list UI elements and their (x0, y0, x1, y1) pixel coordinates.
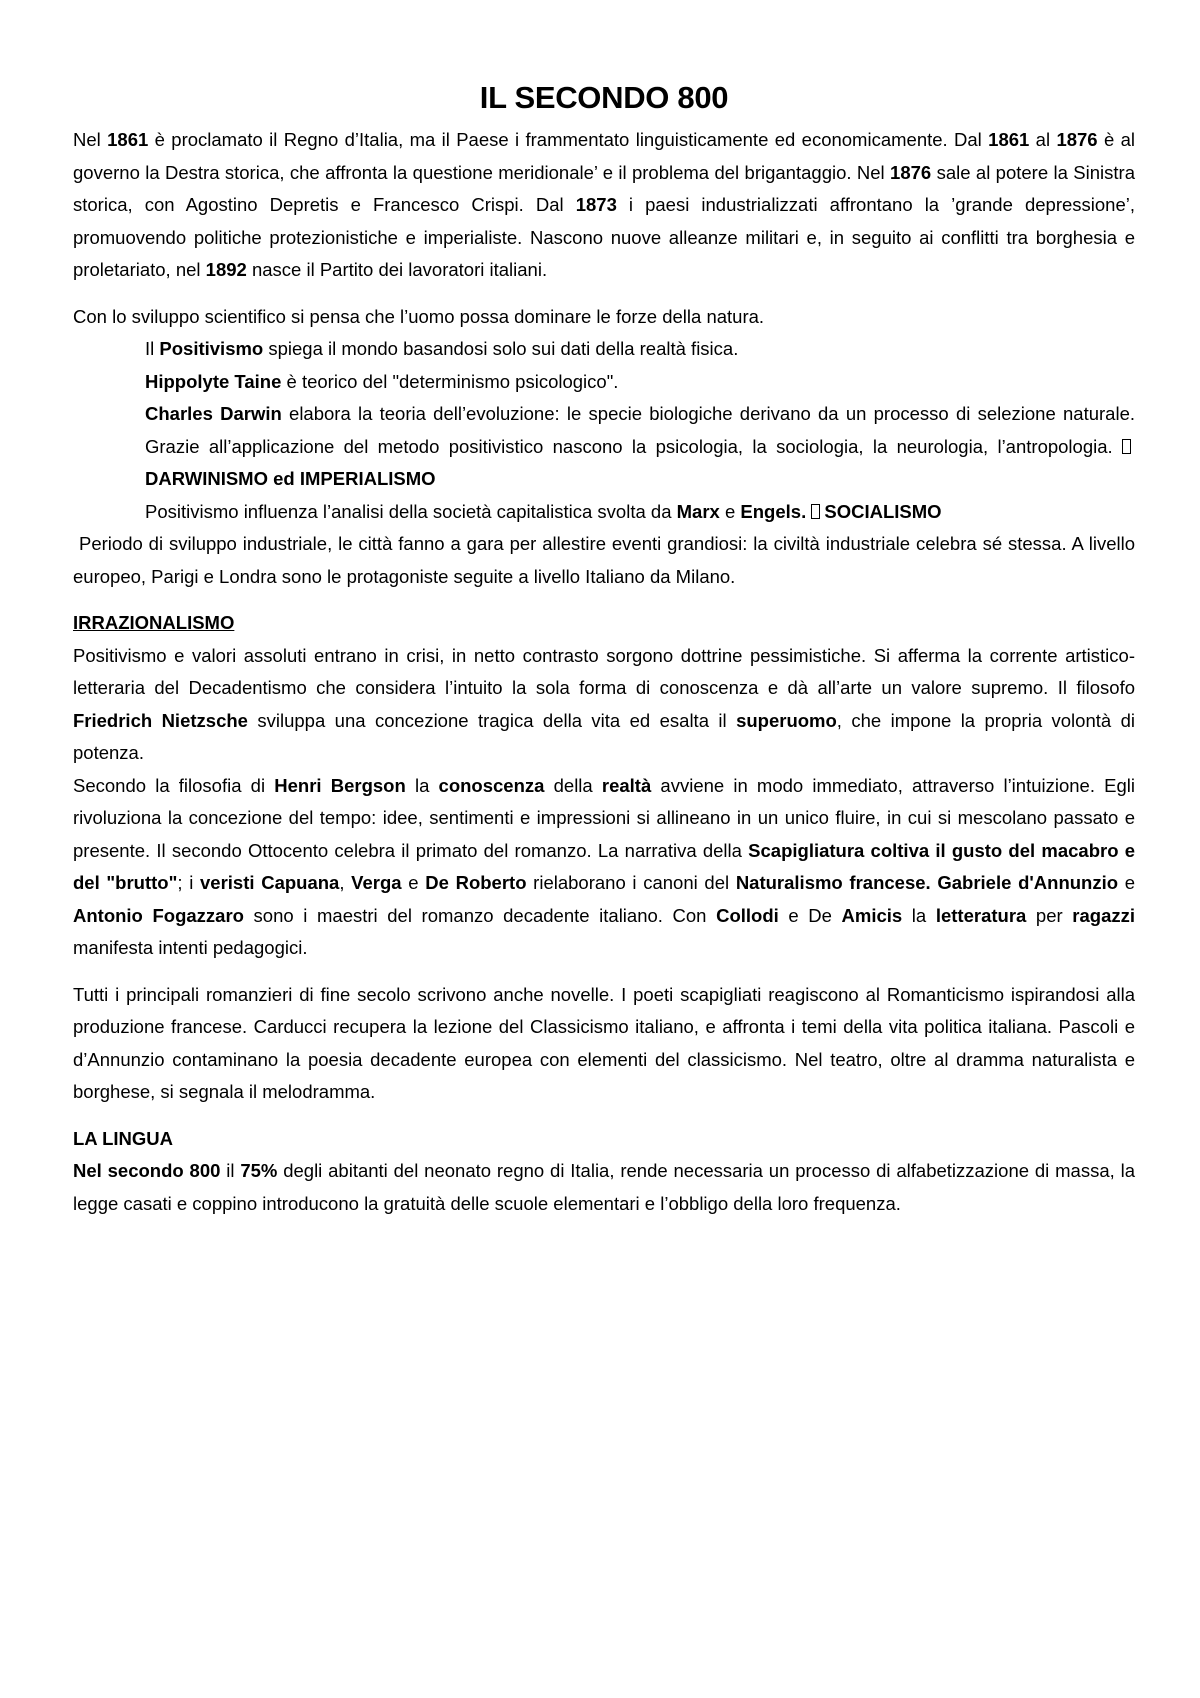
bold-run: Antonio Fogazzaro (73, 904, 244, 926)
bold-run: 1876 (1056, 129, 1098, 150)
bold-run: Engels. (740, 500, 807, 522)
arrow-icon (1122, 439, 1131, 454)
text-run: sale al potere la Sinistra storica, con Agostino Depretis e Francesco Crispi. Dal (73, 161, 1135, 215)
positivism-item (73, 333, 1135, 366)
text-run: ; i (177, 872, 201, 893)
text-run: nasce il Partito dei lavoratori italiani. (246, 259, 548, 280)
text-run: degli abitanti del neonato regno di Italia, rende necessaria un processo di alfabetizzazione di massa, la legge casati e coppino introducono la gratuità delle scuole elementari e l’obbligo della loro frequenza. (73, 1160, 1135, 1214)
text-run: e (1118, 872, 1136, 893)
text-run: è al governo la Destra storica, che affronta la questione meridionale’ e il problema del brigantaggio. Nel (73, 129, 1135, 183)
bold-run: veristi Capuana (200, 872, 340, 893)
text-run: Secondo la filosofia di (73, 774, 275, 796)
text-run: della (544, 774, 602, 796)
text-run: sviluppa una concezione tragica della vita ed esalta il (247, 709, 737, 731)
text-run: Nel (73, 129, 108, 150)
bold-run: Naturalismo francese. (735, 872, 931, 893)
text-run: manifesta intenti pedagogici. (73, 937, 308, 958)
bold-run: Nel secondo 800 (73, 1160, 221, 1181)
text-run: il (220, 1160, 241, 1181)
bold-run: SOCIALISMO (824, 500, 942, 522)
bold-run: De Roberto (425, 872, 527, 893)
positivism-item (73, 366, 1135, 399)
text-run: Il (145, 338, 160, 359)
text-run: la (405, 774, 439, 796)
irrazionalismo-heading: IRRAZIONALISMO (73, 612, 235, 633)
arrow-icon (811, 504, 820, 519)
text-run: è teorico del "determinismo psicologico". (281, 370, 619, 392)
bold-run: Amicis (841, 904, 903, 926)
bold-run: Henri Bergson (274, 774, 406, 796)
bold-run: Gabriele d'Annunzio (937, 872, 1119, 893)
text-run: è proclamato il Regno d’Italia, ma il Paese i frammentato linguisticamente ed economicamente. Dal (148, 129, 989, 150)
industrial-paragraph: Periodo di sviluppo industriale, le città fanno a gara per allestire eventi grandiosi: la civiltà industriale celebra sé stessa. A livello europeo, Parigi e Londra sono le protagoniste seguite a livello Italiano da Milano. (73, 533, 1135, 587)
science-lead-paragraph: Con lo sviluppo scientifico si pensa che l’uomo possa dominare le forze della natura. (73, 305, 765, 327)
bold-run: 75% (240, 1160, 278, 1181)
bold-run: 1861 (107, 129, 149, 150)
bold-run: Charles Darwin (145, 403, 282, 424)
text-run: Positivismo influenza l’analisi della società capitalistica svolta da (145, 500, 677, 522)
text-run: la (902, 904, 936, 926)
text-run: avviene in modo immediato, attraverso l’intuizione. Egli rivoluziona la concezione del tempo: idee, sentimenti e impressioni si allineano in un unico fluire, in cui si mescolano passato e presente. Il secondo Ottocento celebra il primato del romanzo. La narrativa della (73, 774, 1136, 861)
text-run: spiega il mondo basandosi solo sui dati della realtà fisica. (263, 338, 739, 359)
bold-run: letteratura (935, 904, 1027, 926)
bold-run: DARWINISMO ed IMPERIALISMO (145, 468, 436, 489)
text-run: sono i maestri del romanzo decadente italiano. Con (243, 904, 717, 926)
positivism-item (73, 496, 1135, 529)
bold-run: Collodi (716, 904, 779, 926)
bold-run: Verga (351, 872, 402, 893)
text-run: , (339, 872, 352, 893)
bold-run: Friedrich Nietzsche (73, 709, 248, 731)
positivism-item (73, 398, 1135, 496)
positivism-list (73, 333, 1135, 528)
text-run: e (401, 872, 426, 893)
bold-run: Hippolyte Taine (145, 370, 282, 392)
bold-run: Marx (676, 500, 720, 522)
text-run: elabora la teoria dell’evoluzione: le specie biologiche derivano da un processo di selezione naturale. Grazie all’applicazione del metodo positivistico nascono la psicologia, la sociologia, la neurologia, l’antropologia. (145, 403, 1135, 457)
lingua-heading: LA LINGUA (73, 1127, 174, 1149)
text-run: rielaborano i canoni del (526, 872, 736, 893)
text-run: per (1026, 904, 1073, 926)
bold-run: 1861 (988, 129, 1030, 150)
bold-run: Scapigliatura coltiva il gusto del macabro e del "brutto" (73, 839, 1135, 893)
lingua-paragraph (73, 1155, 1135, 1220)
bold-run: 1876 (890, 161, 932, 183)
bold-run: Positivismo (159, 338, 264, 359)
text-run: Positivismo e valori assoluti entrano in crisi, in netto contrasto sorgono dottrine pessimistiche. Si afferma la corrente artistico-letteraria del Decadentismo che considera l’intuito la sola forma di conoscenza e dà all’arte un valore supremo. Il filosofo (73, 644, 1135, 698)
bold-run: superuomo (736, 709, 837, 731)
bergson-paragraph (73, 770, 1135, 965)
text-run: e (719, 500, 741, 522)
text-run: i paesi industrializzati affrontano la ’grande depressione’, promuovendo politiche protezionistiche e imperialiste. Nascono nuove alleanze militari e, in seguito ai conflitti tra borghesia e proletariato, nel (73, 194, 1135, 280)
text-run: , che impone la propria volontà di potenza. (73, 709, 1135, 763)
text-run: e De (778, 904, 842, 926)
intro-paragraph (73, 124, 1135, 287)
novelle-paragraph: Tutti i principali romanzieri di fine secolo scrivono anche novelle. I poeti scapigliati reagiscono al Romanticismo ispirandosi alla produzione francese. Carducci recupera la lezione del Classicismo italiano, e affronta i temi della vita politica italiana. Pascoli e d’Annunzio contaminano la poesia decadente europea con elementi del classicismo. Nel teatro, oltre al dramma naturalista e borghese, si segnala il melodramma. (73, 983, 1135, 1102)
bold-run: realtà (601, 774, 652, 796)
bold-run: conoscenza (438, 774, 545, 796)
bold-run: 1892 (205, 259, 247, 280)
irrazionalismo-paragraph (73, 640, 1135, 770)
document-page (73, 78, 1135, 1220)
page-title: IL SECONDO 800 (479, 80, 729, 115)
text-run: al (1029, 129, 1057, 150)
bold-run: ragazzi (1072, 904, 1135, 926)
bold-run: 1873 (575, 194, 617, 215)
